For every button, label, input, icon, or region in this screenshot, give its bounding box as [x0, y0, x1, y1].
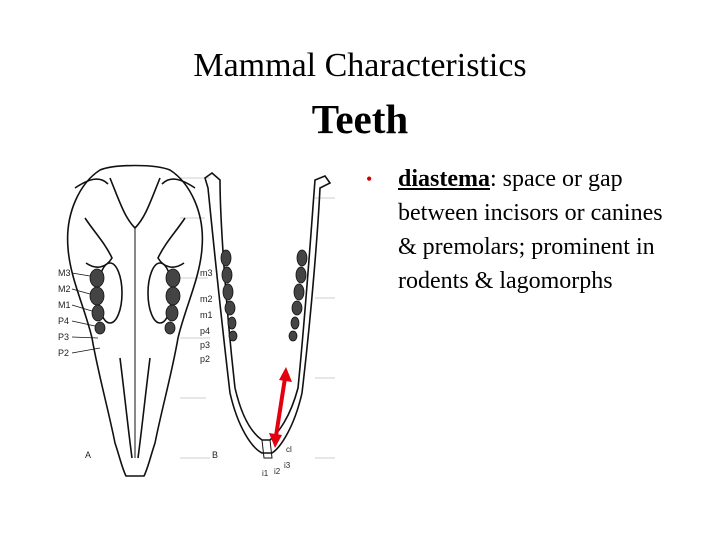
- jaw-label-m2: m2: [200, 294, 213, 304]
- skull-and-jaw-illustration: [40, 158, 340, 490]
- skull-label-m1: M1: [58, 300, 71, 310]
- lower-jaw-drawing: [205, 173, 330, 458]
- jaw-tip-label-cl: cl: [286, 445, 292, 454]
- bullet-text: [398, 162, 686, 298]
- skull-label-m2: M2: [58, 284, 71, 294]
- jaw-tooth-row: [221, 250, 307, 341]
- jaw-label-m1: m1: [200, 310, 213, 320]
- panel-label-a: A: [85, 450, 92, 460]
- jaw-label-p3: p3: [200, 340, 211, 350]
- skull-label-p2: P2: [58, 348, 70, 358]
- slide-title: Mammal Characteristics: [193, 47, 527, 84]
- bullet-marker: •: [366, 169, 373, 189]
- jaw-tip-label-i2: i2: [274, 467, 281, 476]
- bullet-term: diastema: [398, 166, 490, 192]
- skull-tooth-labels: [58, 268, 71, 358]
- diastema-arrow: [269, 367, 292, 448]
- skull-label-m3: M3: [58, 268, 71, 278]
- skull-label-p4: P4: [58, 316, 70, 326]
- jaw-tooth-labels: [200, 268, 213, 364]
- jaw-label-p2: p2: [200, 354, 211, 364]
- panel-label-b: B: [212, 450, 219, 460]
- jaw-label-m3: m3: [200, 268, 213, 278]
- jaw-label-p4: p4: [200, 326, 211, 336]
- jaw-tip-label-i3: i3: [284, 461, 291, 470]
- slide-subtitle: Teeth: [311, 96, 409, 142]
- bullet-item: [366, 162, 686, 298]
- jaw-tip-label-i1: i1: [262, 469, 269, 478]
- skull-label-p3: P3: [58, 332, 70, 342]
- teeth-figure: [40, 158, 340, 490]
- bullet-list: [366, 162, 686, 298]
- bullet-description: : space or gap between incisors or canines & premolars; prominent in rodents & lagomorphs: [398, 166, 663, 294]
- skull-drawing: [68, 166, 203, 477]
- jaw-tip-labels: [262, 445, 292, 478]
